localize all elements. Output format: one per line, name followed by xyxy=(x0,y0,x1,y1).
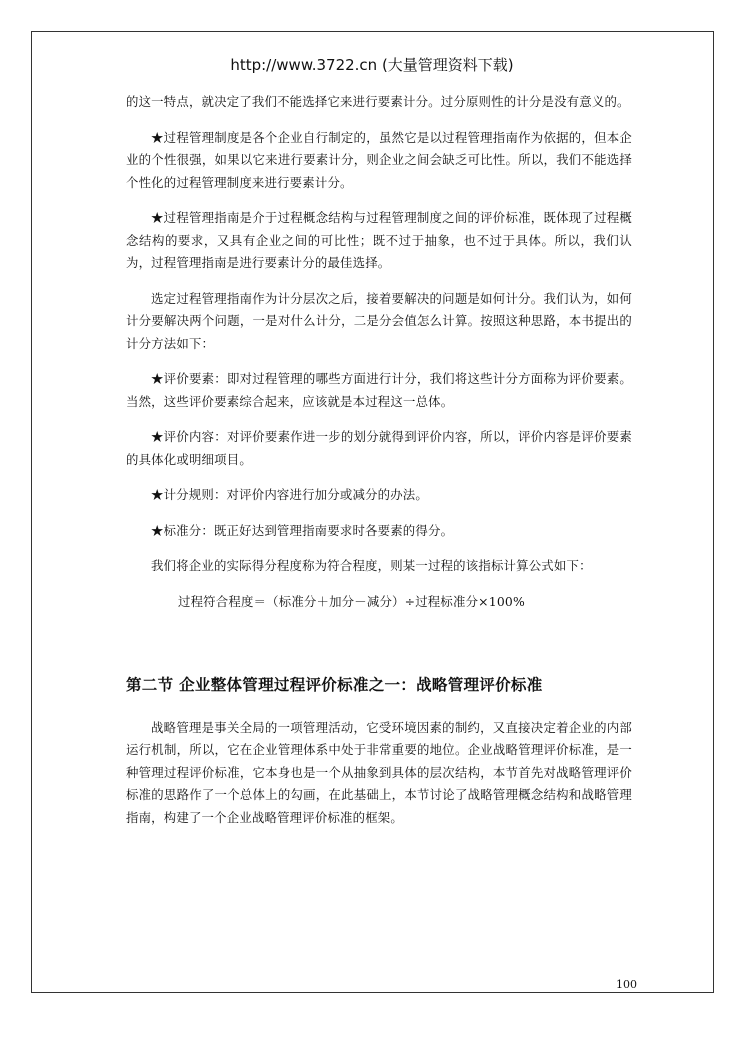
formula: 过程符合程度＝（标准分＋加分－减分）÷过程标准分×100% xyxy=(178,593,525,609)
page-content xyxy=(126,91,632,842)
paragraph-bullet-guide: ★过程管理指南是介于过程概念结构与过程管理制度之间的评价标准，既体现了过程概念结构的要求，又具有企业之间的可比性；既不过于抽象，也不过于具体。所以，我们认为，过程管理指南是进行要素计分的最佳选择。 xyxy=(126,210,632,270)
page-header: http://www.3722.cn (大量管理资料下载) xyxy=(230,56,514,74)
page-number: 100 xyxy=(616,978,637,991)
section-title: 第二节 企业整体管理过程评价标准之一：战略管理评价标准 xyxy=(126,675,543,694)
paragraph-scoring-method: 选定过程管理指南作为计分层次之后，接着要解决的问题是如何计分。我们认为，如何计分要解决两个问题，一是对什么计分，二是分会值怎么计算。按照这种思路，本书提出的计分方法如下： xyxy=(126,290,632,351)
paragraph-formula-intro: 我们将企业的实际得分程度称为符合程度，则某一过程的该指标计算公式如下： xyxy=(151,558,592,573)
section-paragraph: 战略管理是事关全局的一项管理活动，它受环境因素的制约，又直接决定着企业的内部运行机制，所以，它在企业管理体系中处于非常重要的地位。企业战略管理评价标准，是一种管理过程评价标准，它本身也是一个从抽象到具体的层次结构，本节首先对战略管理评价标准的思路作了一个总体上的勾画，在此基础上，本节讨论了战略管理概念结构和战略管理指南，构建了一个企业战略管理评价标准的框架。 xyxy=(126,719,632,825)
paragraph-bullet-standard: ★标准分：既正好达到管理指南要求时各要素的得分。 xyxy=(151,522,454,538)
paragraph-bullet-system: ★过程管理制度是各个企业自行制定的，虽然它是以过程管理指南作为依据的，但本企业的个性很强，如果以它来进行要素计分，则企业之间会缺乏可比性。所以，我们不能选择个性化的过程管理制度来进行要素计分。 xyxy=(126,129,632,190)
paragraph-continuation: 的这一特点，就决定了我们不能选择它来进行要素计分。过分原则性的计分是没有意义的。 xyxy=(126,94,630,109)
paragraph-bullet-elements: ★评价要素：即对过程管理的哪些方面进行计分，我们将这些计分方面称为评价要素。当然，这些评价要素综合起来，应该就是本过程这一总体。 xyxy=(126,371,632,409)
paragraph-bullet-rules: ★计分规则：对评价内容进行加分或减分的办法。 xyxy=(151,487,428,502)
paragraph-bullet-content: ★评价内容：对评价要素作进一步的划分就得到评价内容，所以，评价内容是评价要素的具体化或明细项目。 xyxy=(126,429,632,467)
